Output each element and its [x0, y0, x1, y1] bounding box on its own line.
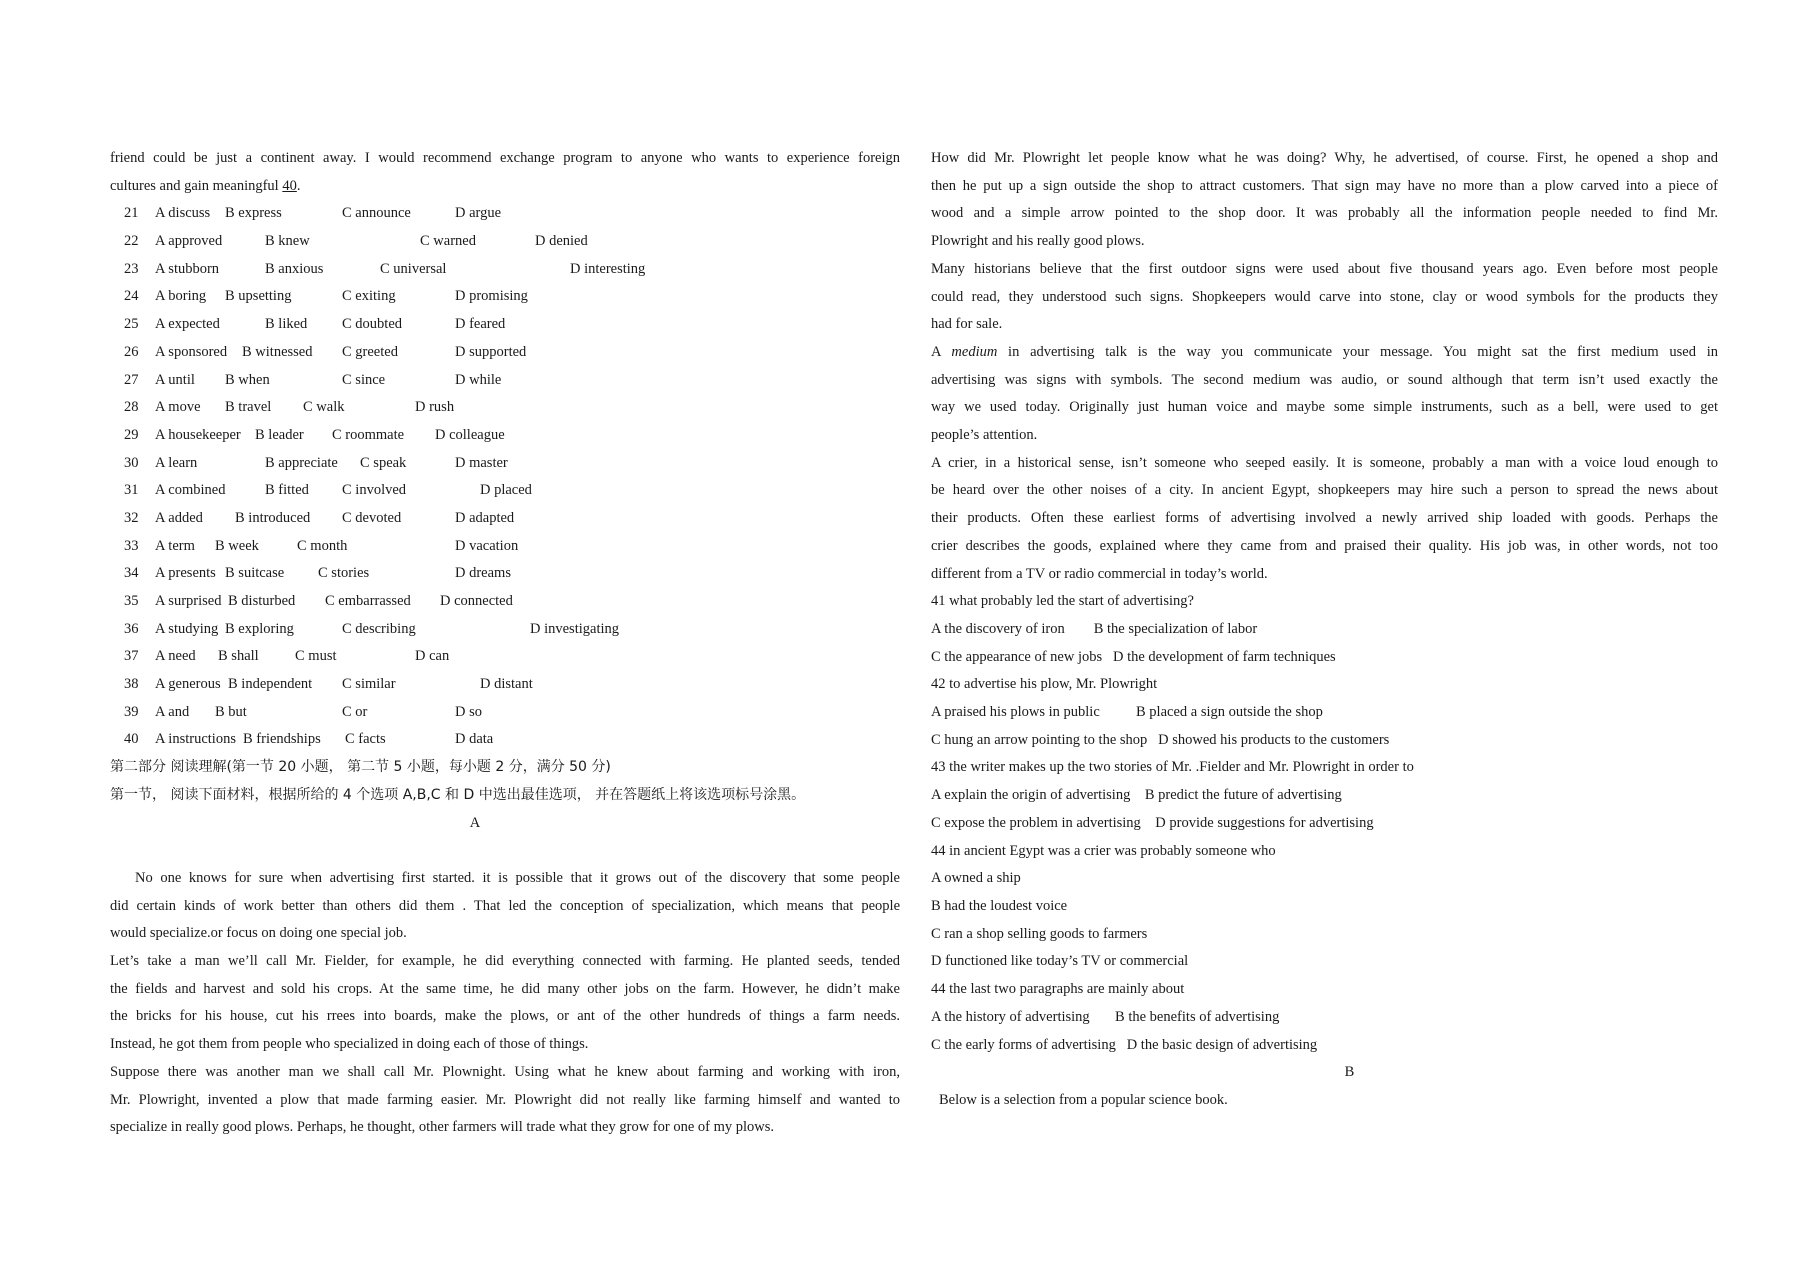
passage-line: crier describes the goods, explained where they came from and praised their quality. His job was, in other words, not too [931, 537, 1718, 554]
option-a: A stubborn [155, 260, 220, 277]
passage-line: did certain kinds of work better than others did them . That led the conception of specialization, which means that people [110, 897, 900, 914]
option-d: D denied [535, 233, 588, 250]
left-column [110, 145, 900, 1142]
option-d: D master [455, 454, 508, 471]
option-a: A presents [155, 565, 216, 582]
option-row [110, 505, 900, 533]
option-b: B witnessed [242, 343, 313, 360]
question-line: A the history of advertising B the benefits of advertising [931, 1008, 1280, 1025]
option-b: B anxious [265, 260, 324, 277]
passage-line: No one knows for sure when advertising first started. it is possible that it grows out of the discovery that some people [135, 869, 900, 886]
question-number: 26 [124, 343, 139, 360]
question-line: 43 the writer makes up the two stories of Mr. .Fielder and Mr. Plowright in order to [931, 759, 1414, 776]
option-row [110, 256, 900, 284]
option-d: D rush [415, 399, 455, 416]
option-c: C doubted [342, 316, 403, 333]
option-b: B exploring [225, 620, 294, 637]
option-row [110, 311, 900, 339]
option-a: A housekeeper [155, 426, 241, 443]
option-a: A approved [155, 233, 223, 250]
passage-line: specialize in really good plows. Perhaps, he thought, other farmers will trade what they grow for one of my plows. [110, 1119, 775, 1136]
option-d: D colleague [435, 426, 505, 443]
question-number: 31 [124, 482, 139, 499]
question-line: C the appearance of new jobs D the development of farm techniques [931, 648, 1336, 665]
option-b: B suitcase [225, 565, 285, 582]
option-c: C speak [360, 454, 407, 471]
option-c: C facts [345, 731, 386, 748]
passage-line: had for sale. [931, 316, 1003, 333]
question-line: C the early forms of advertising D the basic design of advertising [931, 1036, 1318, 1053]
question-line: A praised his plows in public B placed a sign outside the shop [931, 704, 1323, 721]
option-c: C roommate [332, 426, 405, 443]
passage-line: Many historians believe that the first outdoor signs were used about five thousand years ago. Even before most people [931, 260, 1718, 277]
question-line: 42 to advertise his plow, Mr. Plowright [931, 676, 1158, 693]
option-c: C must [295, 648, 337, 665]
option-b: B liked [265, 316, 308, 333]
option-a: A sponsored [155, 343, 228, 360]
option-a: A studying [155, 620, 219, 637]
question-number: 34 [124, 565, 139, 582]
option-c: C warned [420, 233, 476, 250]
section-title: 第二部分 阅读理解(第一节 20 小题， 第二节 5 小题，每小题 2 分，满分 50 分) [110, 759, 611, 776]
cloze-options [110, 200, 900, 754]
question-line: A explain the origin of advertising B predict the future of advertising [931, 787, 1342, 804]
passage-line: the fields and harvest and sold his crops. At the same time, he did many other jobs on the farm. However, he didn’t make [110, 980, 900, 997]
passage-line: wood and a simple arrow pointed to the shop door. It was probably all the information people needed to find Mr. [931, 205, 1718, 222]
option-c: C or [342, 703, 368, 720]
option-row [110, 394, 900, 422]
blank-number: 40 [282, 177, 297, 194]
option-a: A instructions [155, 731, 236, 748]
option-b: B upsetting [225, 288, 292, 305]
option-c: C announce [342, 205, 411, 222]
option-d: D connected [440, 593, 513, 610]
option-row [110, 477, 900, 505]
passage-line: the bricks for his house, cut his rrees into boards, make the plows, or ant of the other hundreds of things a farm needs. [110, 1008, 900, 1025]
option-a: A discuss [155, 205, 211, 222]
question-line: 44 in ancient Egypt was a crier was probably someone who [931, 842, 1276, 859]
question-number: 21 [124, 205, 139, 222]
option-a: A and [155, 703, 190, 720]
option-row [110, 699, 900, 727]
option-a: A combined [155, 482, 226, 499]
option-b: B travel [225, 399, 272, 416]
option-a: A need [155, 648, 196, 665]
question-line: A the discovery of iron B the specialization of labor [931, 620, 1258, 637]
reading-questions [931, 588, 1718, 1059]
option-row [110, 643, 900, 671]
option-row [110, 339, 900, 367]
option-b: B appreciate [265, 454, 338, 471]
option-a: A move [155, 399, 201, 416]
question-number: 33 [124, 537, 139, 554]
option-d: D distant [480, 676, 533, 693]
passage-line: Let’s take a man we’ll call Mr. Fielder, for example, he did everything connected with farming. He planted seeds, tended [110, 953, 900, 970]
question-number: 22 [124, 233, 139, 250]
question-line: C ran a shop selling goods to farmers [931, 925, 1148, 942]
question-number: 35 [124, 593, 139, 610]
question-number: 28 [124, 399, 139, 416]
question-line: B had the loudest voice [931, 897, 1068, 914]
question-number: 37 [124, 648, 139, 665]
passage-line: How did Mr. Plowright let people know what he was doing? Why, he advertised, of course. First, he opened a shop and [931, 150, 1718, 166]
passage-label: B [1344, 1064, 1355, 1081]
passage-line: be heard over the other noises of a city. In ancient Egypt, shopkeepers may hire such a person to spread the news about [931, 482, 1718, 499]
passage-line: advertising was signs with symbols. The second medium was audio, or sound although that term isn’t used exactly the [931, 371, 1718, 388]
passage-line: Suppose there was another man we shall call Mr. Plownight. Using what he knew about farming and working with iron, [110, 1063, 900, 1080]
option-a: A generous [155, 676, 221, 693]
option-d: D so [455, 703, 482, 720]
question-number: 27 [124, 371, 139, 388]
option-row [110, 616, 900, 644]
option-row [110, 726, 900, 754]
passage-line: A crier, in a historical sense, isn’t someone who seeped easily. It is someone, probably a man with a voice loud enough to [931, 454, 1718, 471]
option-b: B but [215, 703, 247, 720]
option-b: B fitted [265, 482, 309, 499]
medium-word: medium [951, 343, 998, 360]
question-line: C hung an arrow pointing to the shop D showed his products to the customers [931, 731, 1390, 748]
intro-line: friend could be just a continent away. I would recommend exchange program to anyone who wants to experience foreign [110, 150, 900, 166]
option-d: D feared [455, 316, 506, 333]
question-line: D functioned like today’s TV or commercial [931, 953, 1189, 970]
question-line: 41 what probably led the start of advertising? [931, 593, 1194, 610]
question-line: 44 the last two paragraphs are mainly about [931, 981, 1185, 998]
intro-line: cultures and gain meaningful 40. [110, 177, 301, 194]
question-number: 39 [124, 703, 139, 720]
option-row [110, 588, 900, 616]
option-row [110, 560, 900, 588]
passage-line: then he put up a sign outside the shop to attract customers. That sign may have no more than a plow carved into a piece of [931, 177, 1718, 194]
option-b: B knew [265, 233, 310, 250]
option-a: A until [155, 371, 195, 388]
question-number: 36 [124, 620, 139, 637]
option-row [110, 533, 900, 561]
option-d: D can [415, 648, 450, 665]
option-c: C similar [342, 676, 396, 693]
question-number: 38 [124, 676, 139, 693]
option-c: C involved [342, 482, 407, 499]
option-d: D placed [480, 482, 532, 499]
option-c: C stories [318, 565, 370, 582]
question-number: 30 [124, 454, 139, 471]
option-row [110, 367, 900, 395]
question-number: 29 [124, 426, 139, 443]
passage-label: A [469, 814, 481, 831]
option-b: B leader [255, 426, 304, 443]
question-line: A owned a ship [931, 870, 1021, 887]
option-c: C describing [342, 620, 416, 637]
option-d: D adapted [455, 509, 515, 526]
option-a: A learn [155, 454, 198, 471]
option-a: A added [155, 509, 203, 526]
option-d: D dreams [455, 565, 511, 582]
passage-line: Instead, he got them from people who specialized in doing each of those of things. [110, 1036, 589, 1053]
passage-intro: Below is a selection from a popular science book. [939, 1091, 1228, 1108]
question-line: C expose the problem in advertising D provide suggestions for advertising [931, 814, 1374, 831]
passage-line: Plowright and his really good plows. [931, 233, 1145, 250]
option-row [110, 422, 900, 450]
question-number: 32 [124, 509, 139, 526]
option-c: C devoted [342, 509, 402, 526]
option-d: D data [455, 731, 494, 748]
option-row [110, 200, 900, 228]
option-b: B independent [228, 676, 313, 693]
option-b: B introduced [235, 509, 311, 526]
option-a: A expected [155, 316, 220, 333]
option-b: B when [225, 371, 270, 388]
passage-line: A medium in advertising talk is the way you communicate your message. You might sat the first medium used in [931, 343, 1718, 360]
question-number: 24 [124, 288, 139, 305]
option-b: B disturbed [228, 593, 296, 610]
option-row [110, 228, 900, 256]
option-d: D vacation [455, 537, 519, 554]
spacer [110, 837, 900, 865]
option-d: D while [455, 371, 502, 388]
option-c: C walk [303, 399, 345, 416]
option-a: A term [155, 537, 195, 554]
option-c: C greeted [342, 343, 398, 360]
option-d: D interesting [570, 260, 646, 277]
option-c: C since [342, 371, 386, 388]
option-b: B shall [218, 648, 259, 665]
passage-line: Mr. Plowright, invented a plow that made farming easier. Mr. Plowright did not really like farming himself and wanted to [110, 1091, 900, 1108]
section-instruction: 第一节， 阅读下面材料，根据所给的 4 个选项 A,B,C 和 D 中选出最佳选项， 并在答题纸上将该选项标号涂黑。 [110, 786, 806, 803]
question-number: 23 [124, 260, 139, 277]
passage-line: could read, they understood such signs. Shopkeepers would carve into stone, clay or wood symbols for the products they [931, 288, 1718, 305]
option-b: B week [215, 537, 259, 554]
option-row [110, 671, 900, 699]
passage-line: would specialize.or focus on doing one special job. [110, 925, 407, 942]
option-c: C embarrassed [325, 593, 411, 610]
passage-line: people’s attention. [931, 427, 1038, 444]
option-d: D promising [455, 288, 528, 305]
option-c: C month [297, 537, 348, 554]
option-d: D investigating [530, 620, 620, 637]
option-c: C universal [380, 260, 447, 277]
right-column [931, 145, 1718, 1115]
option-a: A surprised [155, 593, 222, 610]
option-a: A boring [155, 288, 207, 305]
passage-line: different from a TV or radio commercial in today’s world. [931, 565, 1268, 582]
option-b: B friendships [243, 731, 321, 748]
option-row [110, 450, 900, 478]
question-number: 25 [124, 316, 139, 333]
option-c: C exiting [342, 288, 396, 305]
option-row [110, 283, 900, 311]
option-d: D argue [455, 205, 502, 222]
option-d: D supported [455, 343, 527, 360]
passage-line: their products. Often these earliest forms of advertising involved a newly arrived ship loaded with goods. Perhaps the [931, 510, 1718, 527]
passage-line: way we used today. Originally just human voice and maybe some simple instruments, such as a bell, were used to get [931, 399, 1718, 416]
option-b: B express [225, 205, 282, 222]
question-number: 40 [124, 731, 139, 748]
